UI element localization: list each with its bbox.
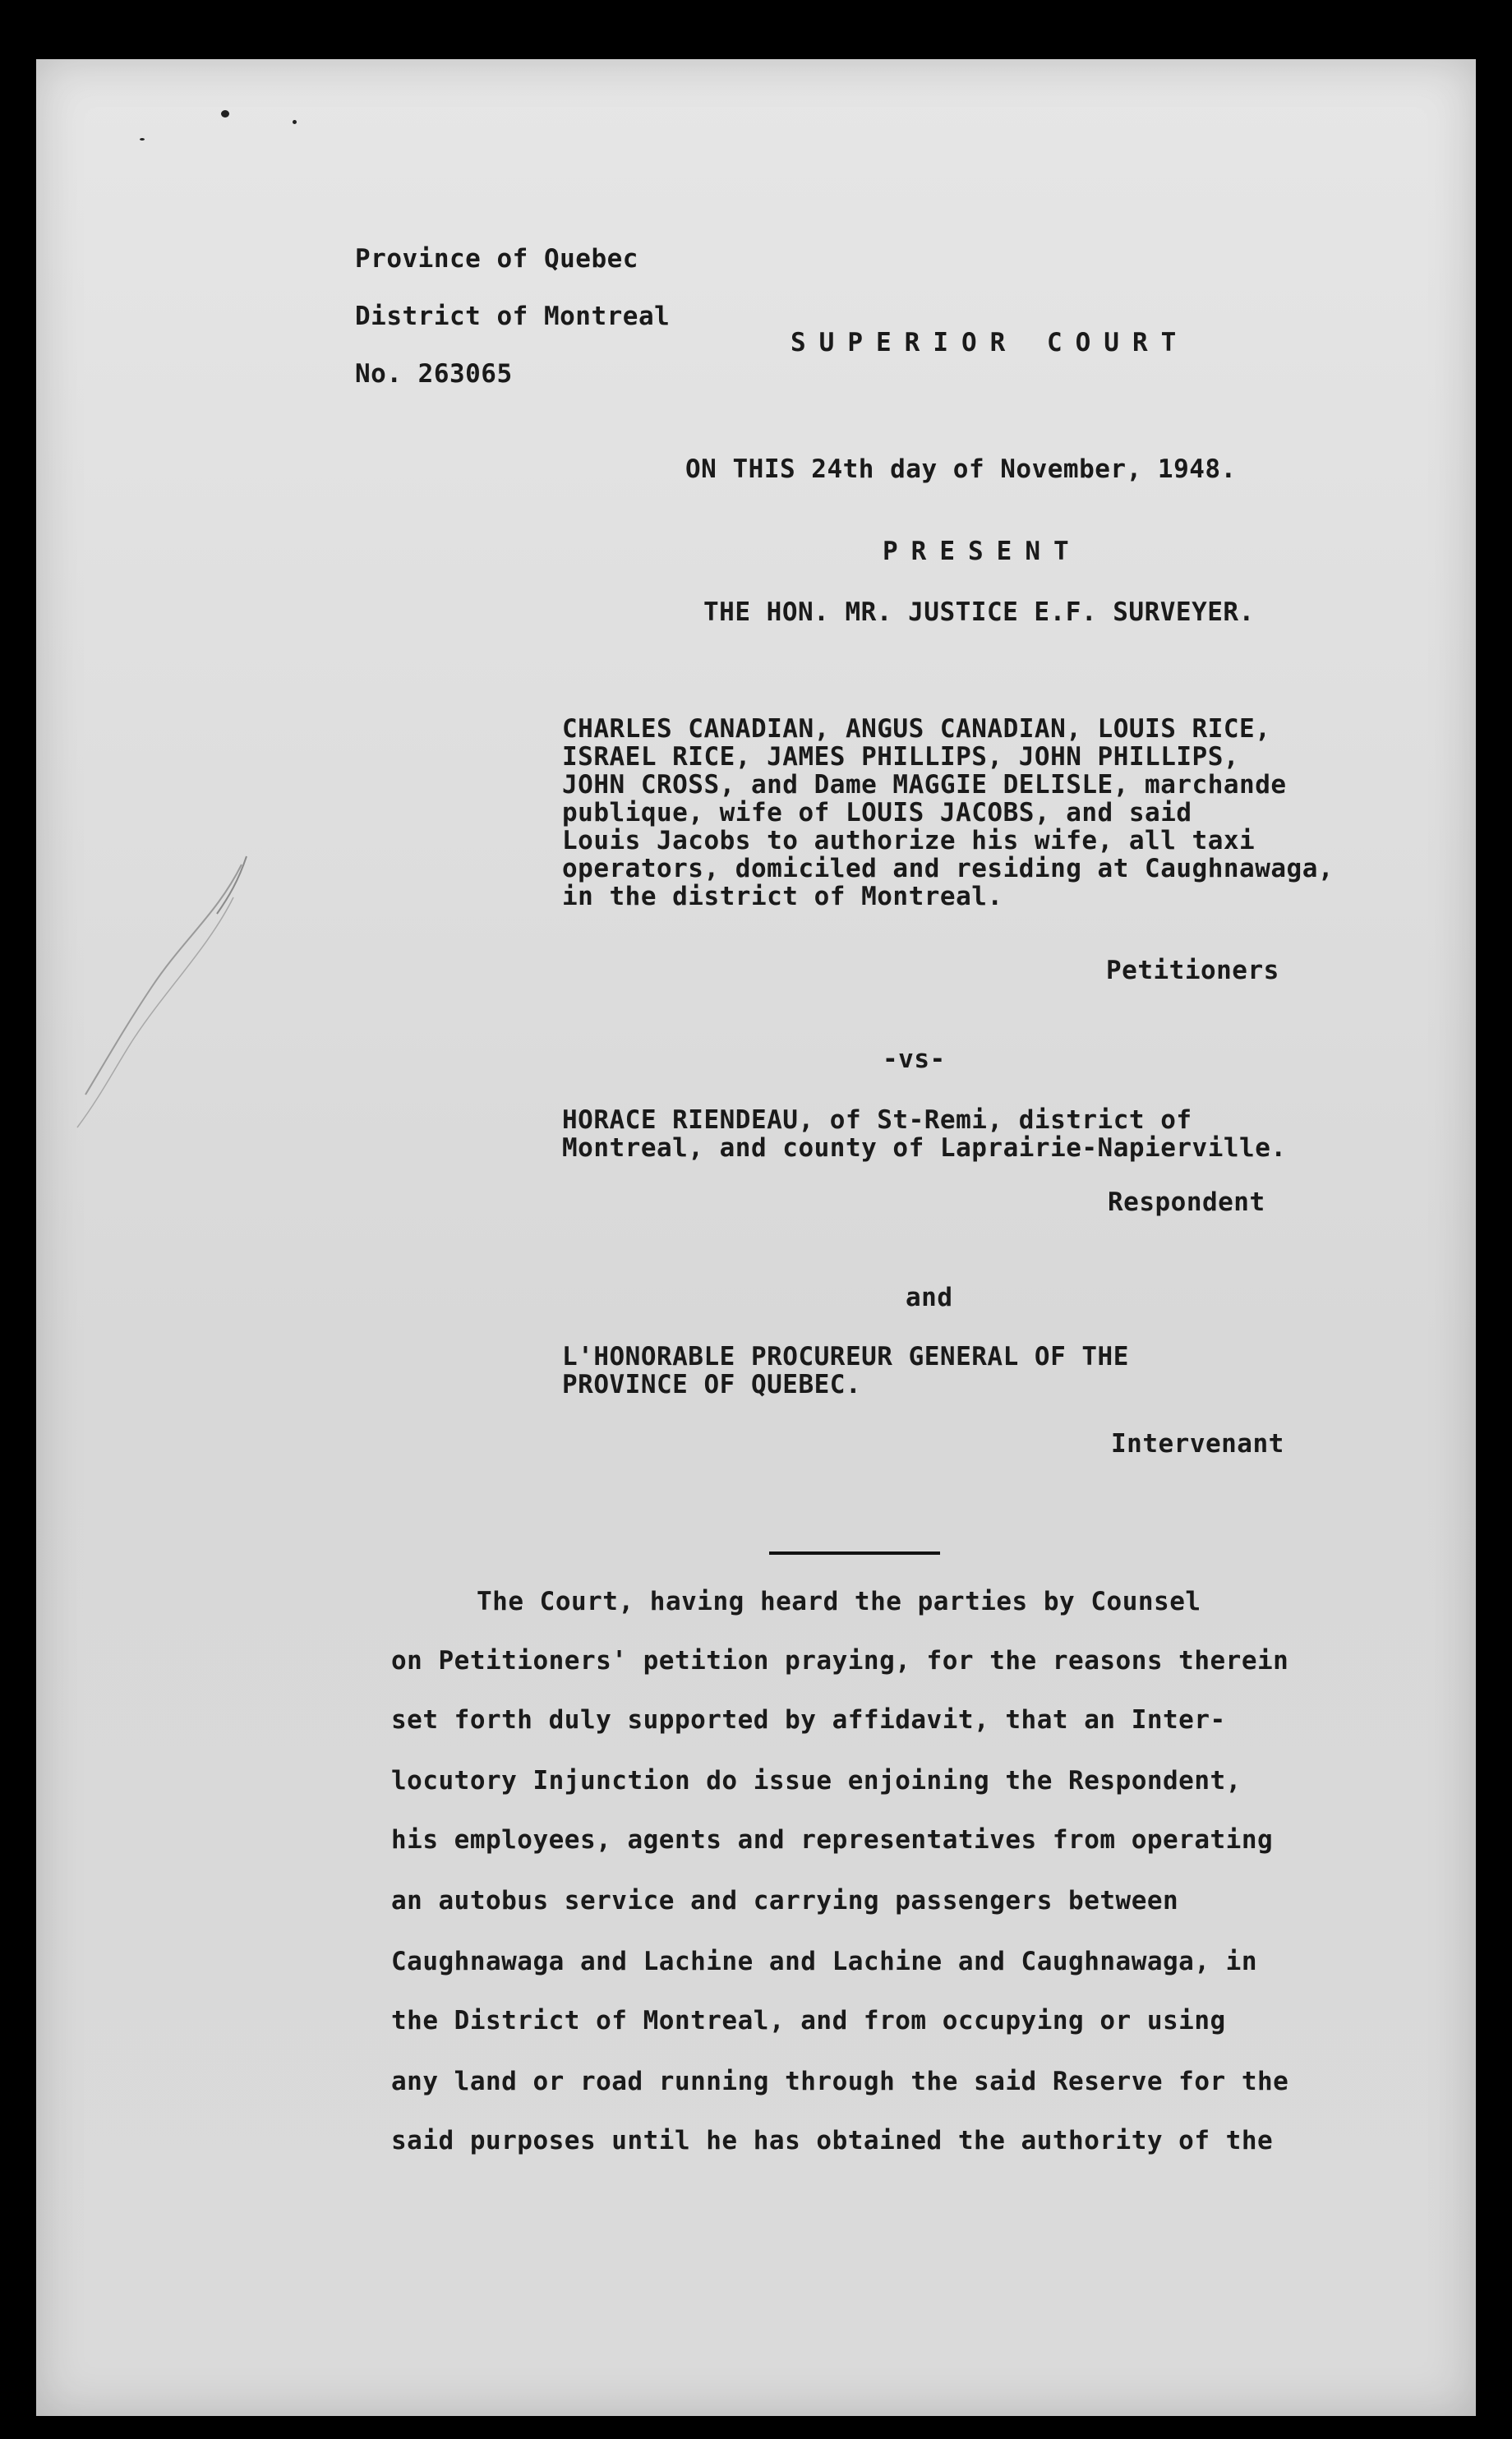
body-line: locutory Injunction do issue enjoining the Respondent, bbox=[391, 1766, 1242, 1796]
body-line: the District of Montreal, and from occupying or using bbox=[391, 2006, 1226, 2036]
respondent-line: Montreal, and county of Laprairie-Napierville. bbox=[562, 1133, 1287, 1163]
intervenant-label: Intervenant bbox=[1111, 1429, 1284, 1459]
petitioners-label: Petitioners bbox=[1106, 956, 1279, 985]
petitioners-line: in the district of Montreal. bbox=[562, 882, 1003, 911]
date-line: ON THIS 24th day of November, 1948. bbox=[685, 454, 1237, 484]
district-line: District of Montreal bbox=[355, 302, 671, 331]
intervenant-line: L'HONORABLE PROCUREUR GENERAL OF THE bbox=[562, 1342, 1129, 1372]
intervenant-line: PROVINCE OF QUEBEC. bbox=[562, 1370, 862, 1399]
ink-speck bbox=[140, 138, 145, 141]
versus: -vs- bbox=[883, 1044, 946, 1074]
body-line: any land or road running through the said Reserve for the bbox=[391, 2067, 1289, 2096]
body-line: The Court, having heard the parties by Counsel bbox=[477, 1587, 1201, 1616]
judge-line: THE HON. MR. JUSTICE E.F. SURVEYER. bbox=[703, 597, 1255, 627]
separator-rule bbox=[769, 1551, 940, 1555]
body-line: said purposes until he has obtained the authority of the bbox=[391, 2126, 1274, 2155]
body-line: an autobus service and carrying passengers between bbox=[391, 1886, 1179, 1916]
petitioners-line: operators, domiciled and residing at Caughnawaga, bbox=[562, 854, 1335, 883]
document-page bbox=[36, 59, 1476, 2416]
ink-speck bbox=[293, 120, 297, 124]
respondent-label: Respondent bbox=[1108, 1187, 1265, 1217]
petitioners-line: JOHN CROSS, and Dame MAGGIE DELISLE, marchande bbox=[562, 770, 1287, 800]
petitioners-line: Louis Jacobs to authorize his wife, all taxi bbox=[562, 826, 1256, 855]
province-line: Province of Quebec bbox=[355, 244, 638, 274]
ink-speck bbox=[221, 110, 229, 118]
petitioners-line: ISRAEL RICE, JAMES PHILLIPS, JOHN PHILLIPS, bbox=[562, 742, 1240, 772]
present-heading: PRESENT bbox=[883, 537, 1082, 566]
body-line: his employees, agents and representatives from operating bbox=[391, 1825, 1274, 1855]
body-line: set forth duly supported by affidavit, that an Inter- bbox=[391, 1705, 1226, 1735]
court-name: SUPERIOR COURT bbox=[791, 328, 1190, 357]
body-line: Caughnawaga and Lachine and Lachine and Caughnawaga, in bbox=[391, 1947, 1257, 1976]
and-word: and bbox=[906, 1283, 953, 1312]
respondent-line: HORACE RIENDEAU, of St-Remi, district of bbox=[562, 1105, 1192, 1135]
petitioners-line: publique, wife of LOUIS JACOBS, and said bbox=[562, 798, 1192, 828]
petitioners-line: CHARLES CANADIAN, ANGUS CANADIAN, LOUIS RICE, bbox=[562, 714, 1271, 744]
pencil-scribble bbox=[53, 848, 266, 1160]
case-number: No. 263065 bbox=[355, 359, 513, 389]
body-line: on Petitioners' petition praying, for the reasons therein bbox=[391, 1646, 1289, 1676]
